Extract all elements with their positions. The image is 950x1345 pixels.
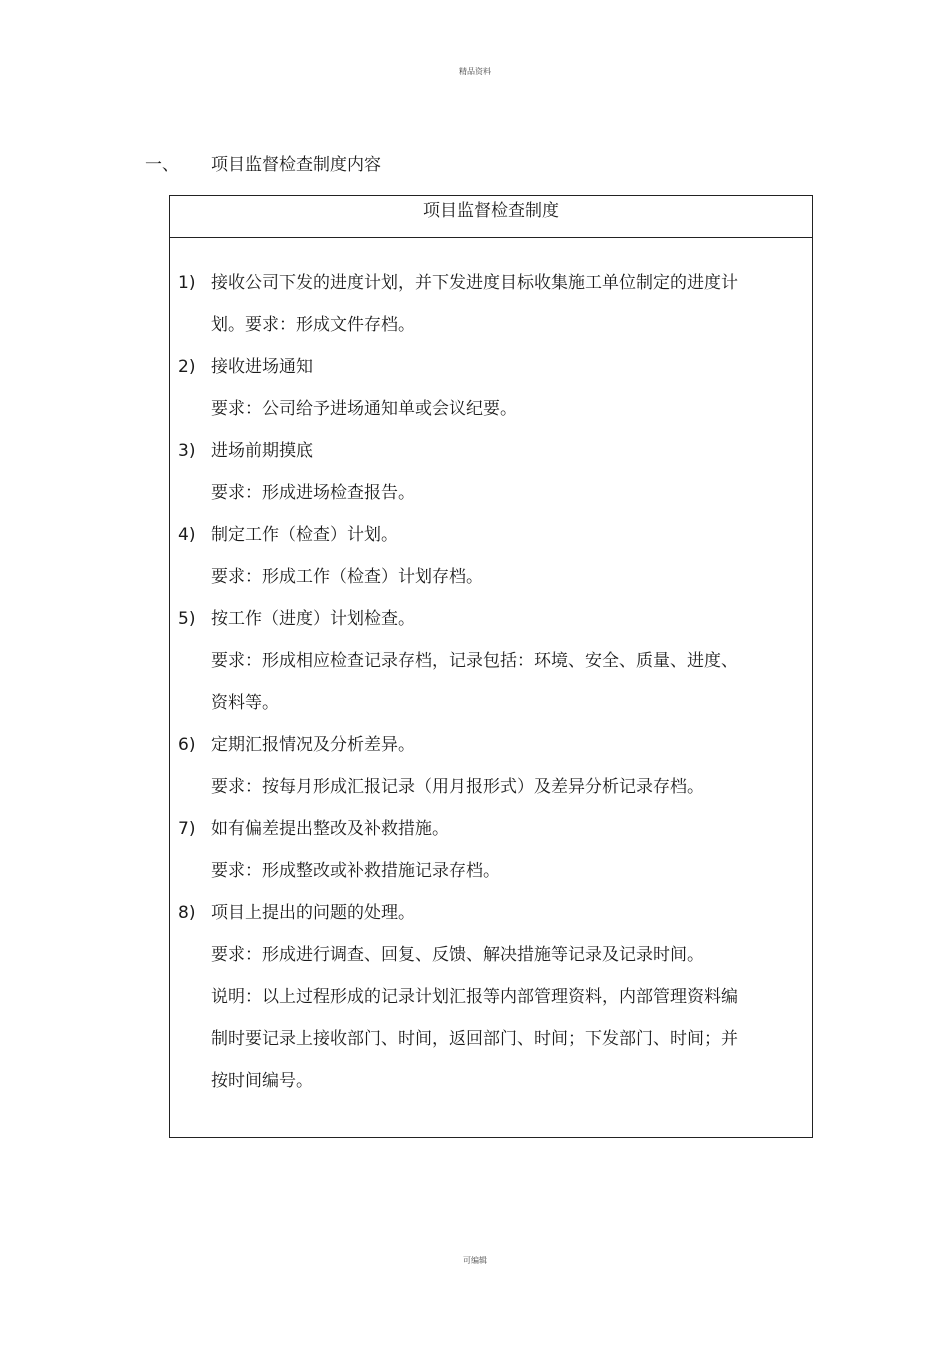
section-heading [145, 154, 381, 176]
list-item-line [170, 850, 812, 892]
list-item-line [170, 514, 812, 556]
item-number: 1) [178, 273, 196, 293]
list-item-line [170, 1060, 812, 1102]
list-item-line [170, 346, 812, 388]
list-item-line [170, 304, 812, 346]
table-title: 项目监督检查制度 [170, 196, 812, 238]
item-text: 如有偏差提出整改及补救措施。 [211, 819, 449, 839]
list-item-line [170, 682, 812, 724]
item-number: 4) [178, 525, 196, 545]
page-header: 精品资料 [459, 67, 491, 76]
item-text: 按工作（进度）计划检查。 [211, 609, 415, 629]
item-text: 项目上提出的问题的处理。 [211, 903, 415, 923]
list-item-line [170, 976, 812, 1018]
item-text: 按时间编号。 [211, 1071, 313, 1091]
item-text: 制时要记录上接收部门、时间，返回部门、时间；下发部门、时间；并 [211, 1029, 738, 1049]
item-number: 3) [178, 441, 196, 461]
item-number: 8) [178, 903, 196, 923]
list-item-line [170, 724, 812, 766]
item-text: 定期汇报情况及分析差异。 [211, 735, 415, 755]
item-text: 要求：按每月形成汇报记录（用月报形式）及差异分析记录存档。 [211, 777, 704, 797]
list-item-line [170, 934, 812, 976]
item-text: 要求：形成相应检查记录存档，记录包括：环境、安全、质量、进度、 [211, 651, 738, 671]
page-footer: 可编辑 [463, 1256, 487, 1265]
list-item-line [170, 892, 812, 934]
list-item-line [170, 1018, 812, 1060]
item-text: 划。要求：形成文件存档。 [211, 315, 415, 335]
list-item-line [170, 808, 812, 850]
item-number: 7) [178, 819, 196, 839]
item-text: 接收公司下发的进度计划，并下发进度目标收集施工单位制定的进度计 [211, 273, 738, 293]
item-text: 说明：以上过程形成的记录计划汇报等内部管理资料，内部管理资料编 [211, 987, 738, 1007]
item-number: 6) [178, 735, 196, 755]
item-text: 要求：形成进场检查报告。 [211, 483, 415, 503]
item-text: 要求：公司给予进场通知单或会议纪要。 [211, 399, 517, 419]
list-item-line [170, 472, 812, 514]
list-item-line [170, 262, 812, 304]
item-number: 5) [178, 609, 196, 629]
item-number: 2) [178, 357, 196, 377]
list-item-line [170, 556, 812, 598]
list-item-line [170, 598, 812, 640]
item-text: 要求：形成整改或补救措施记录存档。 [211, 861, 500, 881]
item-text: 要求：形成进行调查、回复、反馈、解决措施等记录及记录时间。 [211, 945, 704, 965]
item-list [170, 262, 812, 1102]
item-text: 要求：形成工作（检查）计划存档。 [211, 567, 483, 587]
list-item-line [170, 766, 812, 808]
section-title: 项目监督检查制度内容 [211, 155, 381, 175]
section-number: 一、 [145, 155, 179, 175]
list-item-line [170, 430, 812, 472]
item-text: 制定工作（检查）计划。 [211, 525, 398, 545]
item-text: 资料等。 [211, 693, 279, 713]
item-text: 进场前期摸底 [211, 441, 313, 461]
item-text: 接收进场通知 [211, 357, 313, 377]
regulation-table [169, 195, 813, 1138]
list-item-line [170, 640, 812, 682]
list-item-line [170, 388, 812, 430]
